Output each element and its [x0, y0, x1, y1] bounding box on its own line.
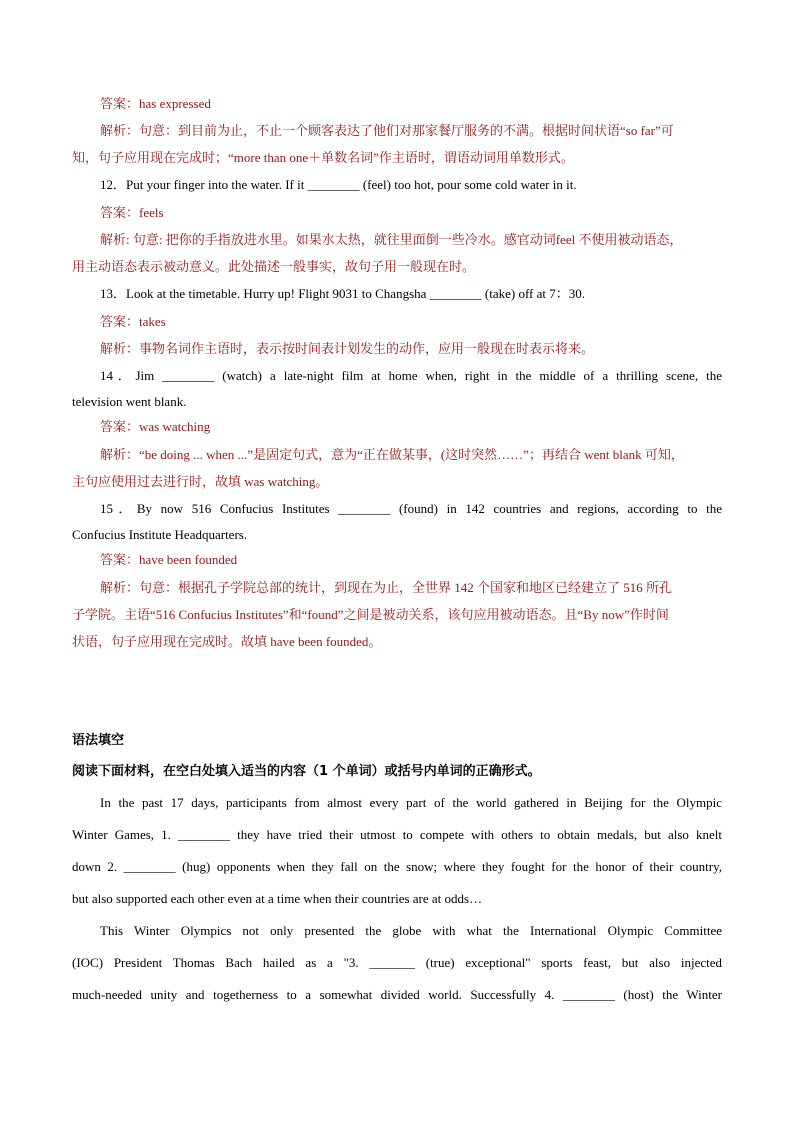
answer-14: 答案：was watching	[100, 419, 211, 434]
passage-line-6: (IOC) President Thomas Bach hailed as a "3. _______ (true) exceptional" sports feast, but also injected	[72, 955, 722, 970]
answer-13: 答案：takes	[100, 314, 166, 329]
question-14-line-1: 14．Jim ________ (watch) a late-night film at home when, right in the middle of a thrilling scene, the	[100, 368, 722, 383]
passage-line-3: down 2. ________ (hug) opponents when they fall on the snow; where they fought for the honor of their country,	[72, 859, 722, 874]
passage-line-2: Winter Games, 1. ________ they have tried their utmost to compete with others to obtain medals, but also knelt	[72, 827, 722, 842]
answer-12: 答案：feels	[100, 205, 164, 220]
explanation-14-line-1: 解析：“be doing ... when ...”是固定句式，意为“正在做某事，(这时突然……”；再结合 went blank 可知，	[100, 447, 684, 462]
explanation-11-line-2: 知，句子应用现在完成时；“more than one＋单数名词”作主语时，谓语动词用单数形式。	[72, 150, 574, 165]
answer-11: 答案：has expressed	[100, 96, 211, 111]
question-15-line-1: 15．By now 516 Confucius Institutes ________ (found) in 142 countries and regions, according to the	[100, 501, 722, 516]
explanation-12-line-1: 解析: 句意: 把你的手指放进水里。如果水太热，就往里面倒一些冷水。感官动词feel 不使用被动语态，	[100, 232, 683, 247]
section-instruction: 阅读下面材料，在空白处填入适当的内容（1 个单词）或括号内单词的正确形式。	[72, 764, 541, 779]
section-title: 语法填空	[72, 733, 125, 748]
explanation-13-line-1: 解析：事物名词作主语时，表示按时间表计划发生的动作，应用一般现在时表示将来。	[100, 341, 595, 356]
explanation-15-line-1: 解析：句意：根据孔子学院总部的统计，到现在为止，全世界 142 个国家和地区已经建立了 516 所孔	[100, 580, 673, 595]
explanation-11-line-1: 解析：句意：到目前为止，不止一个顾客表达了他们对那家餐厅服务的不满。根据时间状语“so far”可	[100, 123, 674, 138]
question-12: 12．Put your finger into the water. If it ________ (feel) too hot, pour some cold water in it.	[100, 177, 577, 192]
question-13: 13．Look at the timetable. Hurry up! Flight 9031 to Changsha ________ (take) off at 7：30.	[100, 286, 586, 301]
passage-line-1: In the past 17 days, participants from almost every part of the world gathered in Beijing for the Olympic	[100, 795, 722, 810]
answer-15: 答案：have been founded	[100, 552, 238, 567]
passage-line-4: but also supported each other even at a time when their countries are at odds…	[72, 891, 483, 906]
explanation-15-line-2: 子学院。主语“516 Confucius Institutes”和“found”之间是被动关系，该句应用被动语态。且“By now”作时间	[72, 607, 669, 622]
explanation-12-line-2: 用主动语态表示被动意义。此处描述一般事实，故句子用一般现在时。	[72, 259, 476, 274]
question-15-line-2: Confucius Institute Headquarters.	[72, 527, 248, 542]
explanation-15-line-3: 状语，句子应用现在完成时。故填 have been founded。	[72, 634, 382, 649]
question-14-line-2: television went blank.	[72, 394, 187, 409]
passage-line-7: much-needed unity and togetherness to a somewhat divided world. Successfully 4. ________ (host) the Winter	[72, 987, 722, 1002]
explanation-14-line-2: 主句应使用过去进行时，故填 was watching。	[72, 474, 329, 489]
passage-line-5: This Winter Olympics not only presented the globe with what the International Olympic Committee	[100, 923, 722, 938]
